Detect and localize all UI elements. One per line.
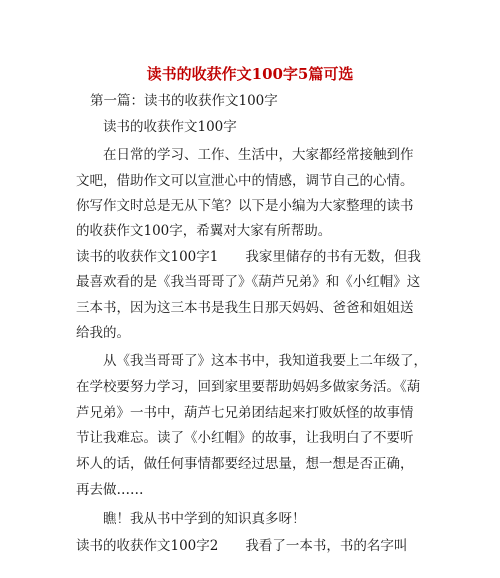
paragraph-line: 的收获作文100字，希翼对大家有所帮助。 <box>76 223 332 239</box>
paragraph-line: 节让我难忘。读了《小红帽》的故事，让我明白了不要听 <box>76 430 414 446</box>
paragraph-line: 读书的收获作文100字1 我家里储存的书有无数，但我 <box>76 249 421 265</box>
paragraph-line: 芦兄弟》一书中，葫芦七兄弟团结起来打败妖怪的故事情 <box>76 405 414 421</box>
paragraph-line: 最喜欢看的是《我当哥哥了》《葫芦兄弟》和《小红帽》这 <box>76 274 421 290</box>
paragraph-line: 在日常的学习、工作、生活中，大家都经常接触到作 <box>103 147 414 163</box>
section-heading: 读书的收获作文100字 <box>103 119 237 135</box>
paragraph-line: 文吧，借助作文可以宣泄心中的情感，调节自己的心情。 <box>76 173 414 189</box>
paragraph-line: 瞧！我从书中学到的知识真多呀！ <box>103 511 306 527</box>
chapter-heading: 第一篇：读书的收获作文100字 <box>90 93 278 109</box>
cut-off-line <box>76 560 90 578</box>
paragraph-line: 在学校要努力学习，回到家里要帮助妈妈多做家务活。《葫 <box>76 379 421 395</box>
paragraph-line: 读书的收获作文100字2 我看了一本书，书的名字叫 <box>76 538 408 554</box>
paragraph-line: 三本书，因为这三本书是我生日那天妈妈、爸爸和姐姐送 <box>76 300 414 316</box>
paragraph-line: 给我的。 <box>76 325 130 341</box>
paragraph-line: 再去做…… <box>76 482 144 498</box>
document-title: 读书的收获作文100字5篇可选 <box>146 65 354 83</box>
paragraph-line: 从《我当哥哥了》这本书中，我知道我要上二年级了， <box>103 353 427 369</box>
paragraph-line: 你写作文时总是无从下笔？以下是小编为大家整理的读书 <box>76 198 414 214</box>
paragraph-line: 坏人的话，做任何事情都要经过思量，想一想是否正确， <box>76 456 414 472</box>
